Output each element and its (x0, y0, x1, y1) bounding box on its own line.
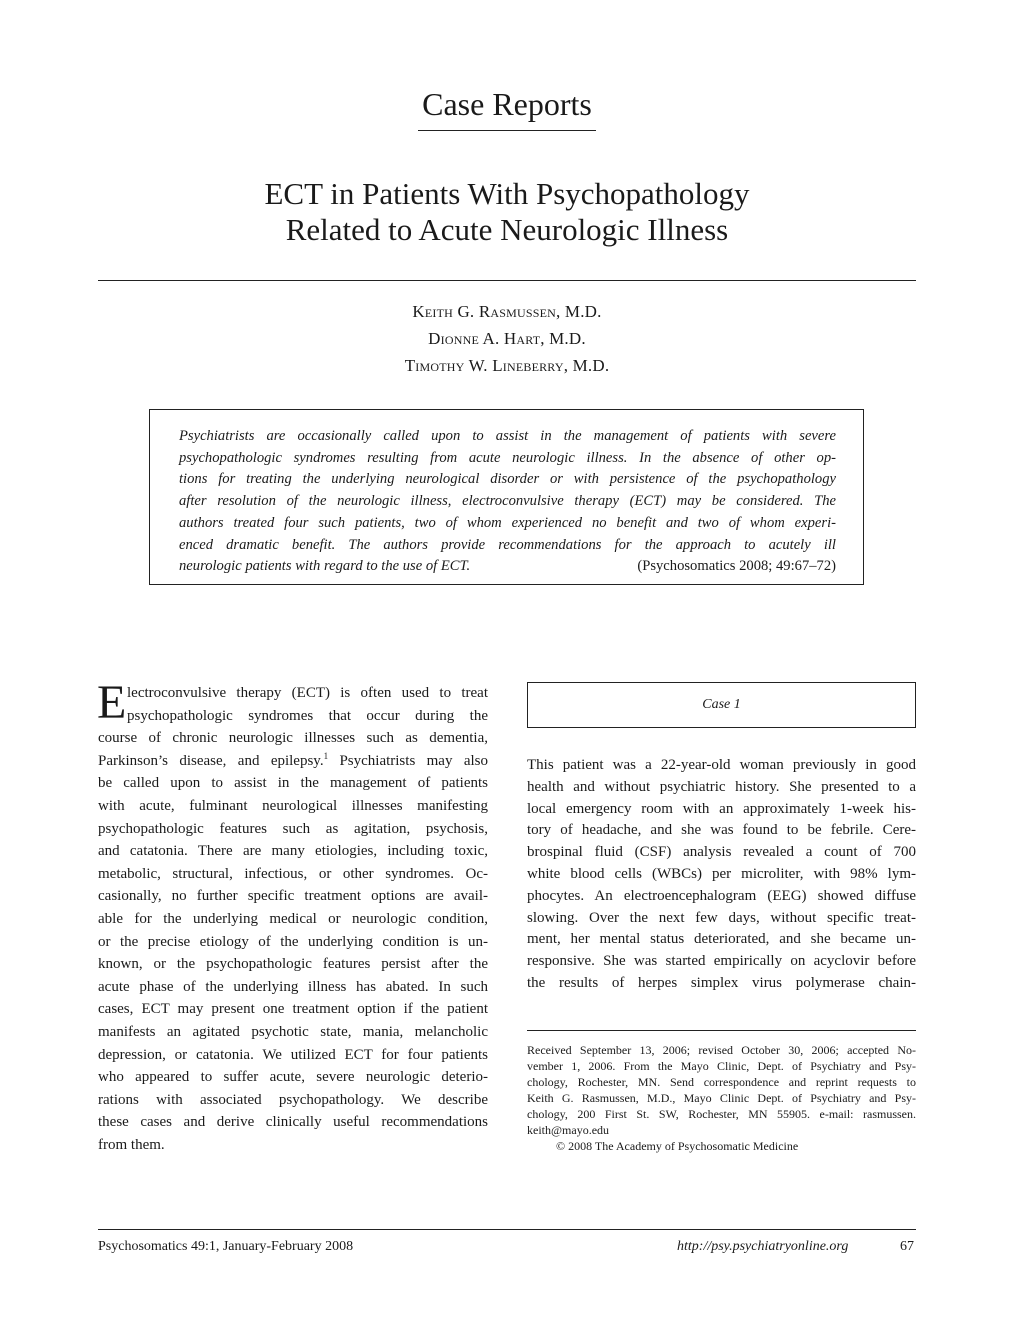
body-line: acute phase of the underlying illness has abated. In such (98, 978, 488, 995)
reference-superscript: 1 (323, 750, 329, 761)
body-line: depression, or catatonia. We utilized ECT for four patients (98, 1046, 488, 1063)
body-line: with acute, fulminant neurological illnesses manifesting (98, 797, 488, 814)
body-line: known, or the psychopathologic features persist after the (98, 956, 488, 973)
body-line: psychopathologic syndromes that occur during the (127, 707, 488, 724)
body-line: ment, her mental status deteriorated, and she became un- (527, 931, 916, 948)
body-line: metabolic, structural, infectious, or other syndromes. Oc- (98, 865, 488, 882)
footnote-email[interactable]: keith@mayo.edu (527, 1123, 610, 1137)
abstract-line: tions for treating the underlying neurological disorder or with persistence of the psychopathology (179, 471, 836, 488)
body-line: and catatonia. There are many etiologies, including toxic, (98, 843, 488, 860)
author: Timothy W. Lineberry, M.D. (404, 356, 610, 375)
body-line: lectroconvulsive therapy (ECT) is often used to treat (127, 685, 488, 701)
body-line: tory of headache, and she was found to be febrile. Cere- (527, 822, 916, 839)
body-line: brospinal fluid (CSF) analysis revealed a count of 700 (527, 844, 916, 861)
author: Dionne A. Hart, M.D. (428, 329, 586, 348)
body-line: from them. (98, 1136, 165, 1153)
body-line: course of chronic neurologic illnesses such as dementia, (98, 730, 488, 747)
footnote-line: Keith G. Rasmussen, M.D., Mayo Clinic Dept. of Psychiatry and Psy- (527, 1091, 916, 1105)
body-left-column (97, 676, 488, 1156)
body-line: This patient was a 22-year-old woman previously in good (527, 757, 916, 773)
body-line: white blood cells (WBCs) per microliter, with 98% lym- (527, 865, 916, 882)
title-divider (98, 280, 916, 281)
abstract-line: Psychiatrists are occasionally called upon to assist in the management of patients with severe (179, 428, 836, 444)
body-line: phocytes. An electroencephalogram (EEG) showed diffuse (527, 887, 916, 904)
body-right-column (527, 755, 916, 995)
abstract-text (179, 426, 836, 578)
abstract-citation: (Psychosomatics 2008; 49:67–72) (637, 558, 836, 575)
footnote (527, 1042, 916, 1138)
body-line: psychopathologic features such as agitation, psychosis, (98, 820, 488, 837)
body-line: slowing. Over the next few days, without specific treat- (527, 909, 916, 926)
footer-divider (98, 1229, 916, 1230)
body-line: rations with associated psychopathology. We describe (98, 1091, 488, 1108)
article-title (0, 176, 1014, 248)
body-line: cases, ECT may present one treatment option if the patient (98, 1001, 488, 1018)
body-line: able for the underlying medical or neurologic condition, (98, 910, 488, 927)
footnote-line: Received September 13, 2006; revised October 30, 2006; accepted No- (527, 1043, 916, 1057)
abstract-line: neurologic patients with regard to the use of ECT. (179, 558, 471, 575)
body-line: or the precise etiology of the underlying condition is un- (98, 933, 488, 950)
author-list (0, 298, 1014, 379)
abstract-line: enced dramatic benefit. The authors provide recommendations for the approach to acutely ill (179, 536, 836, 553)
body-line: the results of herpes simplex virus polymerase chain- (527, 974, 916, 991)
footnote-divider (527, 1030, 916, 1031)
article-title-line: Related to Acute Neurologic Illness (285, 212, 729, 247)
body-line: responsive. She was started empirically on acyclovir before (527, 953, 916, 970)
footnote-line: chology, Rochester, MN. Send correspondence and reprint requests to (527, 1075, 916, 1089)
body-line-with-reference (98, 750, 488, 773)
body-text: Parkinson’s disease, and epilepsy. (98, 752, 324, 769)
body-line: local emergency room with an approximately 1-week his- (527, 800, 916, 817)
abstract-line: authors treated four such patients, two of whom experienced no benefit and two of whom experi- (179, 514, 836, 531)
author: Keith G. Rasmussen, M.D. (412, 302, 602, 321)
abstract-line: after resolution of the neurologic illness, electroconvulsive therapy (ECT) may be considered. The (179, 493, 836, 510)
section-heading: Case Reports (422, 86, 592, 122)
body-line: these cases and derive clinically useful recommendations (98, 1114, 488, 1131)
case-heading: Case 1 (702, 697, 741, 712)
page-number: 67 (900, 1239, 914, 1254)
body-line: manifests an agitated psychotic state, mania, melancholic (98, 1023, 488, 1040)
body-line: who appeared to suffer acute, severe neurologic deterio- (98, 1069, 488, 1086)
journal-citation: Psychosomatics 49:1, January-February 2008 (98, 1239, 354, 1254)
body-line: be called upon to assist in the management of patients (98, 775, 488, 792)
drop-cap: E (97, 676, 127, 729)
abstract-last-line (179, 556, 836, 578)
body-line: casionally, no further specific treatment options are avail- (98, 888, 488, 905)
article-title-line: ECT in Patients With Psychopathology (264, 176, 750, 211)
abstract-line: psychopathologic syndromes resulting from acute neurologic illness. In the absence of other op- (179, 449, 836, 466)
footnote-line: chology, 200 First St. SW, Rochester, MN 55905. e-mail: rasmussen. (527, 1107, 916, 1121)
footnote-line: vember 1, 2006. From the Mayo Clinic, Dept. of Psychiatry and Psy- (527, 1059, 916, 1073)
copyright-notice: © 2008 The Academy of Psychosomatic Medicine (556, 1139, 799, 1153)
journal-url-link[interactable]: http://psy.psychiatryonline.org (677, 1239, 849, 1254)
body-line: health and without psychiatric history. She presented to a (527, 778, 916, 795)
body-text: Psychiatrists may also (328, 752, 488, 769)
section-underline (418, 130, 596, 131)
